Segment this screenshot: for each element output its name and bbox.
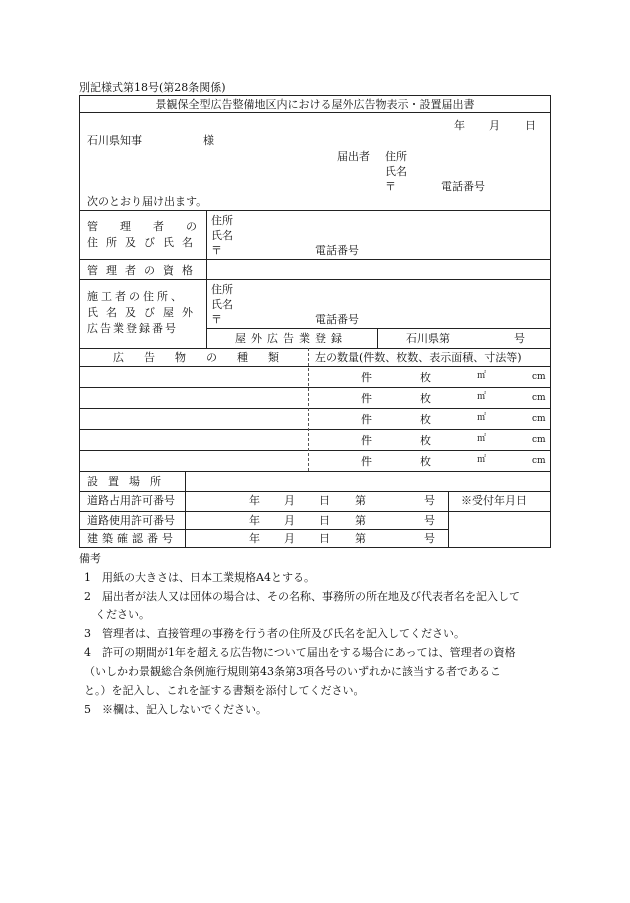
ad-row-5-cm: cm (532, 456, 546, 466)
note-line-5: 4 許可の期間が1年を超える広告物について届出をする場合にあっては、管理者の資格 (84, 646, 516, 659)
permit-3-month: 月 (284, 532, 295, 545)
notes-title: 備考 (79, 552, 101, 565)
contractor-address-label: 住所 (211, 283, 233, 296)
permit-3-label: 建築確認番号 (87, 532, 177, 545)
applicant-label: 届出者 (337, 150, 370, 163)
manager-phone-label: 電話番号 (315, 244, 359, 257)
contractor-label-line3: 広告業登録番号 (87, 322, 178, 335)
ad-row-3-m2: ㎡ (477, 413, 487, 423)
honorific: 様 (203, 134, 214, 147)
ad-row-1-m2: ㎡ (477, 371, 487, 381)
permit-1-dai: 第 (355, 494, 366, 507)
ad-row-1-cm: cm (532, 372, 546, 382)
ad-row-5-m2: ㎡ (477, 455, 487, 465)
contractor-label-line2: 氏名及び屋外 (87, 306, 201, 319)
date-month: 月 (489, 119, 500, 132)
note-line-8: 5 ※欄は、記入しないでください。 (84, 703, 267, 716)
contractor-phone-label: 電話番号 (315, 313, 359, 326)
note-line-4: 3 管理者は、直接管理の事務を行う者の住所及び氏名を記入してください。 (84, 627, 465, 640)
permit-2-day: 日 (319, 514, 330, 527)
permit-1-month: 月 (284, 494, 295, 507)
date-year: 年 (454, 119, 465, 132)
ad-row-3-cm: cm (532, 414, 546, 424)
permit-2-go: 号 (424, 514, 435, 527)
location-label: 設置場所 (87, 475, 171, 488)
contractor-postal-mark: 〒 (211, 313, 222, 326)
permit-3-dai: 第 (355, 532, 366, 545)
manager-postal-mark: 〒 (211, 244, 222, 257)
statement: 次のとおり届け出ます。 (87, 195, 208, 208)
ad-quantity-header: 左の数量(件数、枚数、表示面積、寸法等) (315, 351, 522, 364)
permit-1-year: 年 (249, 494, 260, 507)
manager-qualification-label: 管理者の資格 (87, 264, 201, 277)
note-line-2: 2 届出者が法人又は団体の場合は、その名称、事務所の所在地及び代表者名を記入して (84, 590, 520, 603)
registration-number-suffix: 号 (514, 332, 525, 345)
ad-row-4-mai: 枚 (420, 434, 431, 447)
notification-form (79, 95, 551, 548)
ad-row-2-cm: cm (532, 393, 546, 403)
ad-row-5-mai: 枚 (420, 455, 431, 468)
addressee: 石川県知事 (87, 134, 142, 147)
applicant-phone-label: 電話番号 (441, 180, 485, 193)
note-line-6: （いしかわ景観総合条例施行規則第43条第3項各号のいずれかに該当する者であるこ (84, 665, 501, 678)
permit-1-day: 日 (319, 494, 330, 507)
ad-row-2-mai: 枚 (420, 392, 431, 405)
ad-row-1-ken: 件 (361, 371, 372, 384)
form-title: 景観保全型広告整備地区内における屋外広告物表示・設置届出書 (155, 98, 475, 111)
ad-row-2-m2: ㎡ (477, 392, 487, 402)
permit-1-label: 道路占用許可番号 (87, 494, 175, 507)
ad-row-4-cm: cm (532, 435, 546, 445)
permit-2-label: 道路使用許可番号 (87, 514, 175, 527)
ad-row-4-m2: ㎡ (477, 434, 487, 444)
note-line-1: 1 用紙の大きさは、日本工業規格A4とする。 (84, 571, 315, 584)
permit-3-day: 日 (319, 532, 330, 545)
date-day: 日 (525, 119, 536, 132)
permit-2-month: 月 (284, 514, 295, 527)
manager-address-label: 住所 (211, 214, 233, 227)
note-line-7: と。）を記入し、これを証する書類を添付してください。 (84, 684, 365, 697)
contractor-label-line1: 施工者の住所、 (87, 290, 185, 303)
ad-row-3-ken: 件 (361, 413, 372, 426)
reception-date-label: ※受付年月日 (461, 494, 527, 507)
ad-row-2-ken: 件 (361, 392, 372, 405)
ad-row-3-mai: 枚 (420, 413, 431, 426)
applicant-postal-mark: 〒 (385, 180, 396, 193)
permit-1-go: 号 (424, 494, 435, 507)
registration-pref: 石川県第 (406, 332, 450, 345)
ad-row-5-ken: 件 (361, 455, 372, 468)
applicant-name-label: 氏名 (385, 165, 407, 178)
permit-3-go: 号 (424, 532, 435, 545)
ad-type-header: 広告物の種類 (113, 351, 299, 364)
manager-label-line1 (87, 220, 219, 233)
note-line-3: ください。 (84, 608, 150, 621)
contractor-name-label: 氏名 (211, 298, 233, 311)
ad-row-1-mai: 枚 (420, 371, 431, 384)
permit-3-year: 年 (249, 532, 260, 545)
manager-label-line2: 住所及び氏名 (87, 236, 201, 249)
permit-2-year: 年 (249, 514, 260, 527)
permit-2-dai: 第 (355, 514, 366, 527)
ad-row-4-ken: 件 (361, 434, 372, 447)
applicant-address-label: 住所 (385, 150, 407, 163)
manager-label-line1-text: 管理者の (87, 220, 219, 233)
registration-label: 屋外広告業登録 (235, 332, 347, 345)
manager-name-label: 氏名 (211, 229, 233, 242)
form-number: 別記様式第18号(第28条関係) (79, 81, 226, 94)
